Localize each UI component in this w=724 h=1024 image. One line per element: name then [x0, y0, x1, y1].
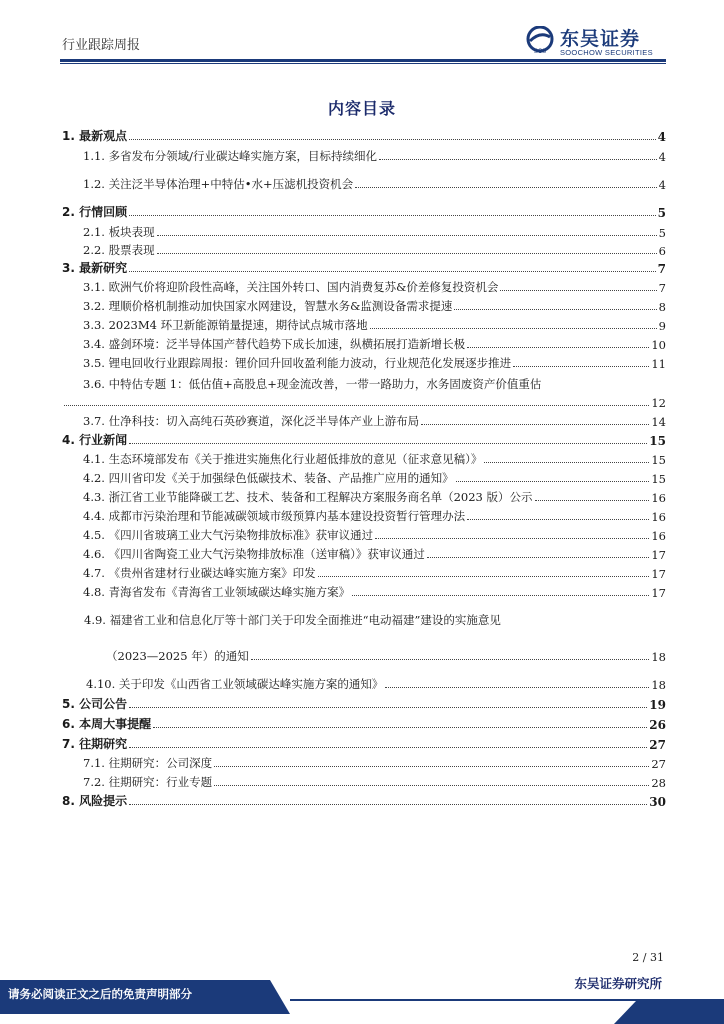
toc-entry-label: 4.8. 青海省发布《青海省工业领域碳达峰实施方案》 — [83, 585, 351, 599]
toc-entry-label: 2.1. 板块表现 — [83, 225, 155, 239]
toc-entry[interactable] — [62, 674, 666, 692]
toc-entry[interactable] — [62, 334, 666, 352]
toc-entry[interactable] — [62, 202, 666, 220]
toc-entry-page: 4 — [658, 178, 666, 192]
toc-entry-label: 1. 最新观点 — [62, 129, 128, 143]
report-type-label: 行业跟踪周报 — [62, 38, 141, 53]
toc-entry[interactable] — [62, 525, 666, 543]
toc-entry-page: 6 — [658, 244, 666, 258]
toc-entry[interactable] — [62, 146, 666, 164]
toc-entry-label: 3.2. 理顺价格机制推动加快国家水网建设，智慧水务&监测设备需求提速 — [83, 299, 453, 313]
toc-entry-page: 17 — [651, 567, 666, 581]
toc-entry-page: 28 — [651, 776, 666, 790]
toc-entry-page: 15 — [651, 472, 666, 486]
research-institute-name: 东吴证券研究所 — [574, 976, 662, 991]
toc-entry-page: 7 — [657, 262, 666, 276]
toc-entry[interactable] — [62, 222, 666, 240]
toc-entry-page: 30 — [649, 795, 666, 809]
toc-entry-label: 1.1. 多省发布分领域/行业碳达峰实施方案，目标持续细化 — [83, 149, 377, 163]
toc-entry-label: 4.3. 浙江省工业节能降碳工艺、技术、装备和工程解决方案服务商名单（2023 版）公示 — [83, 490, 533, 504]
toc-entry-label: 5. 公司公告 — [62, 697, 128, 711]
toc-entry-page: 4 — [657, 130, 666, 144]
toc-entry-label: 3.7. 仕净科技：切入高纯石英砂赛道，深化泛半导体产业上游布局 — [83, 414, 420, 428]
toc-entry-page: 12 — [651, 396, 666, 410]
header-divider — [60, 59, 666, 62]
toc-entry-label: 7.1. 往期研究：公司深度 — [83, 756, 213, 770]
toc-entry-label: 2.2. 股票表现 — [83, 243, 155, 257]
toc-entry[interactable] — [62, 506, 666, 524]
toc-entry-page: 16 — [651, 529, 666, 543]
toc-entry-page: 17 — [651, 548, 666, 562]
toc-entry-label: 7. 往期研究 — [62, 737, 128, 751]
toc-entry[interactable] — [62, 714, 666, 732]
toc-entry-page: 15 — [651, 453, 666, 467]
toc-entry[interactable] — [62, 126, 666, 144]
toc-entry-label: 3.1. 欧洲气价将迎阶段性高峰，关注国外转口、国内消费复苏&价差修复投资机会 — [83, 280, 499, 294]
toc-entry-page: 7 — [658, 281, 666, 295]
toc-entry-label: 4.1. 生态环境部发布《关于推进实施焦化行业超低排放的意见（征求意见稿）》 — [83, 452, 483, 466]
logo-mark-text: SCS — [533, 49, 547, 54]
toc-entry-label: 3.5. 锂电回收行业跟踪周报：锂价回升回收盈利能力波动，行业规范化发展逐步推进 — [83, 356, 512, 370]
toc-entry[interactable] — [62, 258, 666, 276]
brand-name-cn: 东吴证券 — [560, 28, 641, 50]
toc-entry[interactable] — [62, 694, 666, 712]
toc-entry-label: 4.10. 关于印发《山西省工业领域碳达峰实施方案的通知》 — [86, 677, 384, 691]
soochow-logo-icon — [526, 26, 554, 54]
toc-entry-page: 27 — [651, 757, 666, 771]
toc-entry-page: 27 — [649, 738, 666, 752]
toc-entry-label: 4.4. 成都市污染治理和节能减碳领域市级预算内基本建设投资暂行管理办法 — [83, 509, 466, 523]
footer-divider — [290, 999, 724, 1001]
toc-entry-page: 16 — [651, 491, 666, 505]
toc-entry-page: 14 — [651, 415, 666, 429]
toc-entry[interactable] — [62, 277, 666, 295]
toc-entry[interactable] — [62, 582, 666, 600]
toc-entry-label: （2023—2025 年）的通知 — [106, 649, 249, 663]
toc-entry-page: 8 — [658, 300, 666, 314]
toc-entry[interactable] — [62, 430, 666, 448]
toc-entry-page: 5 — [657, 206, 666, 220]
toc-entry-label: 7.2. 往期研究：行业专题 — [83, 775, 213, 789]
toc-entry[interactable] — [62, 563, 666, 581]
toc-entry-label: 3. 最新研究 — [62, 261, 128, 275]
toc-entry-label: 2. 行情回顾 — [62, 205, 128, 219]
toc-entry-label: 4.6. 《四川省陶瓷工业大气污染物排放标准（送审稿）》获审议通过 — [83, 547, 425, 561]
toc-entry[interactable] — [62, 772, 666, 790]
toc-entry-label[interactable]: 3.6. 中特估专题 1：低估值+高股息+现金流改善，一带一路助力，水务固废资产价值重估 — [83, 377, 542, 391]
toc-entry-page: 9 — [658, 319, 666, 333]
toc-entry-label: 8. 风险提示 — [62, 794, 128, 808]
toc-entry[interactable] — [62, 411, 666, 429]
toc-entry-label: 4.7. 《贵州省建材行业碳达峰实施方案》印发 — [83, 566, 316, 580]
toc-entry[interactable] — [62, 734, 666, 752]
toc-entry-label: 4.5. 《四川省玻璃工业大气污染物排放标准》获审议通过 — [83, 528, 374, 542]
toc-entry-page: 5 — [658, 226, 666, 240]
toc-entry[interactable] — [62, 468, 666, 486]
header-divider-thin — [60, 63, 666, 64]
toc-entry-page: 18 — [651, 650, 666, 664]
toc-entry-label: 3.3. 2023M4 环卫新能源销量提速，期待试点城市落地 — [83, 318, 368, 332]
toc-entry-label: 3.4. 盛剑环境：泛半导体国产替代趋势下成长加速，纵横拓展打造新增长极 — [83, 337, 466, 351]
brand-name-en: SOOCHOW SECURITIES — [560, 48, 653, 57]
toc-entry[interactable] — [62, 315, 666, 333]
brand-logo — [526, 26, 676, 58]
toc-entry-label: 4.2. 四川省印发《关于加强绿色低碳技术、装备、产品推广应用的通知》 — [83, 471, 454, 485]
toc-entry[interactable] — [62, 544, 666, 562]
toc-title: 内容目录 — [327, 99, 396, 118]
toc-entry-label: 6. 本周大事提醒 — [62, 717, 152, 731]
toc-entry-page: 17 — [651, 586, 666, 600]
toc-entry-page: 18 — [651, 678, 666, 692]
toc-entry[interactable] — [62, 791, 666, 809]
page-number: 2 / 31 — [632, 951, 664, 964]
toc-entry-label[interactable]: 4.9. 福建省工业和信息化厅等十部门关于印发全面推进“电动福建”建设的实施意见 — [84, 613, 501, 627]
toc-entry[interactable] — [106, 646, 666, 664]
toc-entry[interactable] — [62, 353, 666, 371]
toc-entry-page: 15 — [649, 434, 666, 448]
toc-entry-page: 26 — [649, 718, 666, 732]
toc-entry[interactable] — [62, 487, 666, 505]
disclaimer-notice: 请务必阅读正文之后的免责声明部分 — [8, 987, 192, 1001]
toc-entry-continuation[interactable] — [62, 392, 666, 410]
toc-entry[interactable] — [62, 449, 666, 467]
toc-entry-page: 19 — [649, 698, 666, 712]
toc-entry-page: 11 — [651, 357, 666, 371]
footer-accent — [614, 1001, 724, 1024]
toc-entry-label: 1.2. 关注泛半导体治理+中特估•水+压滤机投资机会 — [83, 177, 354, 191]
toc-entry[interactable] — [62, 753, 666, 771]
toc-entry-page: 16 — [651, 510, 666, 524]
toc-entry-label: 4. 行业新闻 — [62, 433, 128, 447]
toc-entry-page: 4 — [658, 150, 666, 164]
toc-entry[interactable] — [62, 174, 666, 192]
toc-entry[interactable] — [62, 240, 666, 258]
toc-entry-page: 10 — [651, 338, 666, 352]
toc-entry[interactable] — [62, 296, 666, 314]
